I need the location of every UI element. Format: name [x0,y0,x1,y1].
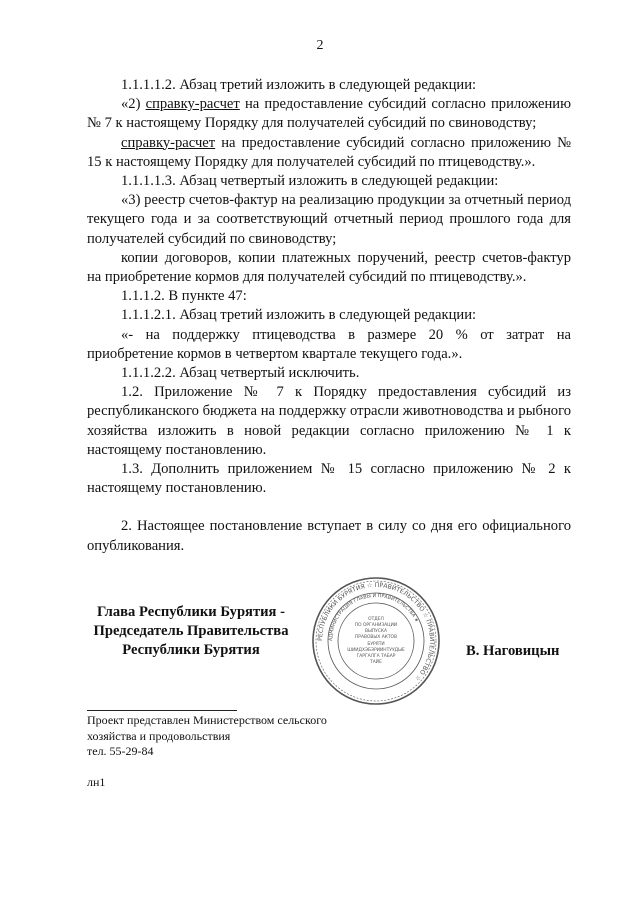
body-paragraph [87,134,571,172]
body-paragraph [87,383,571,460]
paragraph-text: 1.3. Дополнить приложением № 15 согласно приложению № 2 к настоящему постановлению. [87,461,571,497]
signatory-title-line: Глава Республики Бурятия - [97,604,285,620]
signatory-title-line: Республики Бурятия [122,642,260,658]
svg-text:ПРАВОВЫХ АКТОВ: ПРАВОВЫХ АКТОВ [355,635,397,640]
body-paragraph [87,76,571,95]
page-number: 2 [316,38,324,53]
body-paragraph [87,191,571,249]
document-body [87,76,571,556]
footer-line: тел. 55-29-84 [87,744,154,758]
svg-text:БУРЯТИ: БУРЯТИ [367,642,385,647]
seal-inner-ring-text: АДМИНИСТРАЦИЯ ГЛАВЫ И ПРАВИТЕЛЬСТВА ★ [328,593,419,642]
svg-text:ГАРГАЛГА ТАБАР: ГАРГАЛГА ТАБАР [356,654,396,659]
official-seal [310,575,442,707]
paragraph-text: 1.1.1.2.2. Абзац четвертый исключить. [121,365,360,382]
paragraph-text: на предоставление субсидий согласно приложению № 15 к настоящему Порядку для получателей субсидий по птицеводству.». [87,134,571,170]
paragraph-text: копии договоров, копии платежных поручений, реестр счетов-фактур на приобретение кормов для получателей субсидий по птицеводству.». [87,249,571,286]
body-paragraph [87,172,571,191]
body-paragraph [87,287,571,306]
underlined-term: справку-расчет [121,134,216,151]
footer-divider [87,710,237,711]
body-paragraph [87,249,571,287]
paragraph-text: 1.2. Приложение № 7 к Порядку предоставления субсидий из республиканского бюджета на поддержку отрасли животноводства и рыбного хозяйства изложить в новой редакции согласно приложению № 1 к настоящему постановлению. [87,384,571,458]
signatory-name: В. Наговицын [466,643,560,659]
paragraph-text: 1.1.1.2. В пункте 47: [121,288,247,305]
body-paragraph [87,364,571,383]
paragraph-text: на предоставление субсидий согласно приложению № 7 к настоящему Порядку для получателей субсидий по свиноводству; [87,96,571,132]
body-paragraph [87,326,571,364]
body-paragraph [87,517,571,555]
svg-text:ВЫПУСКА: ВЫПУСКА [364,629,388,634]
body-paragraph [87,306,571,325]
footer-line: хозяйства и продовольствия [87,728,231,743]
paragraph-text: 1.1.1.2.1. Абзац третий изложить в следующей редакции: [121,307,477,324]
footer-line: Проект представлен Министерством сельского [87,713,327,727]
seal-center-text [347,616,405,665]
signatory-title [80,603,302,660]
signatory-title-line: Председатель Правительства [93,623,289,639]
body-paragraph [87,95,571,133]
paragraph-text: «- на поддержку птицеводства в размере 20 % от затрат на приобретение кормов в четвертом квартале текущего года.». [87,326,571,362]
document-code: лн1 [87,775,106,789]
paragraph-text: 1.1.1.1.2. Абзац третий изложить в следующей редакции: [121,77,477,93]
paragraph-text: 1.1.1.1.3. Абзац четвертый изложить в следующей редакции: [121,173,499,190]
footer-note [87,713,327,760]
paragraph-text: «2) [121,96,146,113]
seal-ring-text: РЕСПУБЛИКИ БУРЯТИЯ ☆ ПРАВИТЕЛЬСТВО ☆ ПРАВИТЕЛЬСТВО ☆ [316,581,436,683]
paragraph-text: 2. Настоящее постановление вступает в силу со дня его официального опубликования. [87,518,571,554]
body-paragraph [87,460,571,498]
svg-text:ШИИДХЭБЭРИИНТУУДЫЕ: ШИИДХЭБЭРИИНТУУДЫЕ [347,648,405,653]
svg-text:ПО ОРГАНИЗАЦИИ: ПО ОРГАНИЗАЦИИ [354,623,398,628]
underlined-term: справку-расчет [145,96,240,113]
svg-text:ТАЙЕ: ТАЙЕ [370,660,382,665]
paragraph-text: «3) реестр счетов-фактур на реализацию продукции за отчетный период текущего года и за соответствующий отчетный период прошлого года для получателей субсидий по свиноводству; [87,192,571,247]
svg-text:ОТДЕЛ: ОТДЕЛ [368,617,384,622]
